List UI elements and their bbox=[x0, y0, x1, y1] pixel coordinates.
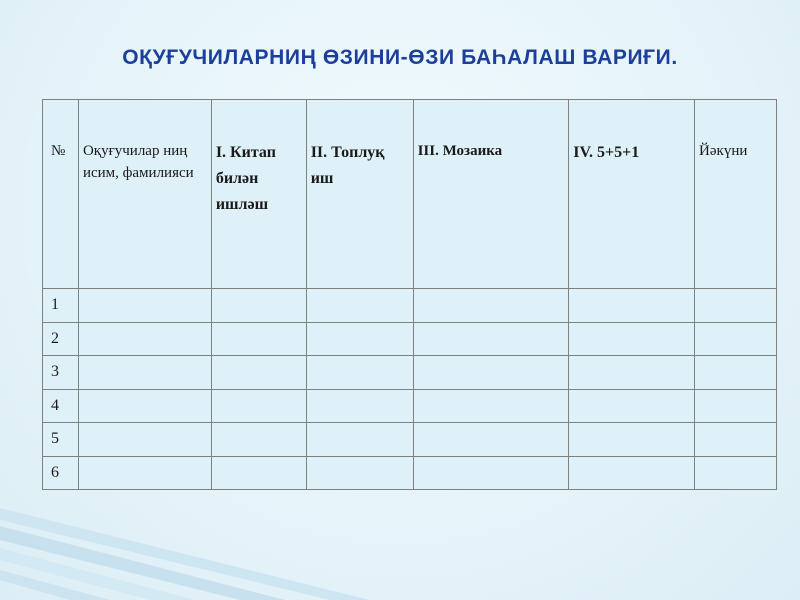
name-cell[interactable] bbox=[78, 356, 211, 390]
score-cell[interactable] bbox=[413, 456, 569, 490]
score-cell[interactable] bbox=[306, 356, 413, 390]
score-cell[interactable] bbox=[211, 423, 306, 457]
score-cell[interactable] bbox=[306, 322, 413, 356]
header-student-name: Оқуғучилар ниң исим, фамилияси bbox=[78, 100, 211, 289]
score-cell[interactable] bbox=[306, 389, 413, 423]
name-cell[interactable] bbox=[78, 389, 211, 423]
score-cell[interactable] bbox=[569, 322, 695, 356]
score-cell[interactable] bbox=[569, 289, 695, 323]
score-cell[interactable] bbox=[306, 289, 413, 323]
total-cell[interactable] bbox=[695, 456, 777, 490]
score-cell[interactable] bbox=[413, 322, 569, 356]
table-row bbox=[43, 423, 777, 457]
header-number: № bbox=[43, 100, 79, 289]
header-task-551: IV. 5+5+1 bbox=[569, 100, 695, 289]
total-cell[interactable] bbox=[695, 322, 777, 356]
score-cell[interactable] bbox=[569, 356, 695, 390]
row-number: 3 bbox=[43, 356, 79, 390]
score-cell[interactable] bbox=[413, 356, 569, 390]
score-cell[interactable] bbox=[413, 289, 569, 323]
score-cell[interactable] bbox=[569, 456, 695, 490]
name-cell[interactable] bbox=[78, 423, 211, 457]
score-cell[interactable] bbox=[211, 356, 306, 390]
total-cell[interactable] bbox=[695, 389, 777, 423]
header-total: Йәкүни bbox=[695, 100, 777, 289]
table-row bbox=[43, 322, 777, 356]
row-number: 4 bbox=[43, 389, 79, 423]
score-cell[interactable] bbox=[211, 289, 306, 323]
score-cell[interactable] bbox=[306, 423, 413, 457]
page-title: ОҚУҒУЧИЛАРНИҢ ӨЗИНИ-ӨЗИ БАҺАЛАШ ВАРИҒИ. bbox=[122, 46, 678, 69]
row-number: 2 bbox=[43, 322, 79, 356]
header-task-book: I. Китап билән ишләш bbox=[211, 100, 306, 289]
self-assessment-table bbox=[42, 99, 777, 490]
row-number: 6 bbox=[43, 456, 79, 490]
score-cell[interactable] bbox=[569, 389, 695, 423]
table-row bbox=[43, 456, 777, 490]
score-cell[interactable] bbox=[211, 322, 306, 356]
row-number: 5 bbox=[43, 423, 79, 457]
score-cell[interactable] bbox=[306, 456, 413, 490]
score-cell[interactable] bbox=[211, 389, 306, 423]
name-cell[interactable] bbox=[78, 456, 211, 490]
score-cell[interactable] bbox=[569, 423, 695, 457]
header-task-mosaic: III. Мозаика bbox=[413, 100, 569, 289]
score-cell[interactable] bbox=[413, 389, 569, 423]
score-cell[interactable] bbox=[211, 456, 306, 490]
total-cell[interactable] bbox=[695, 356, 777, 390]
score-cell[interactable] bbox=[413, 423, 569, 457]
table-row bbox=[43, 356, 777, 390]
header-row bbox=[43, 100, 777, 289]
row-number: 1 bbox=[43, 289, 79, 323]
name-cell[interactable] bbox=[78, 289, 211, 323]
table-row bbox=[43, 289, 777, 323]
total-cell[interactable] bbox=[695, 289, 777, 323]
total-cell[interactable] bbox=[695, 423, 777, 457]
table-row bbox=[43, 389, 777, 423]
name-cell[interactable] bbox=[78, 322, 211, 356]
header-task-group: II. Топлуқ иш bbox=[306, 100, 413, 289]
